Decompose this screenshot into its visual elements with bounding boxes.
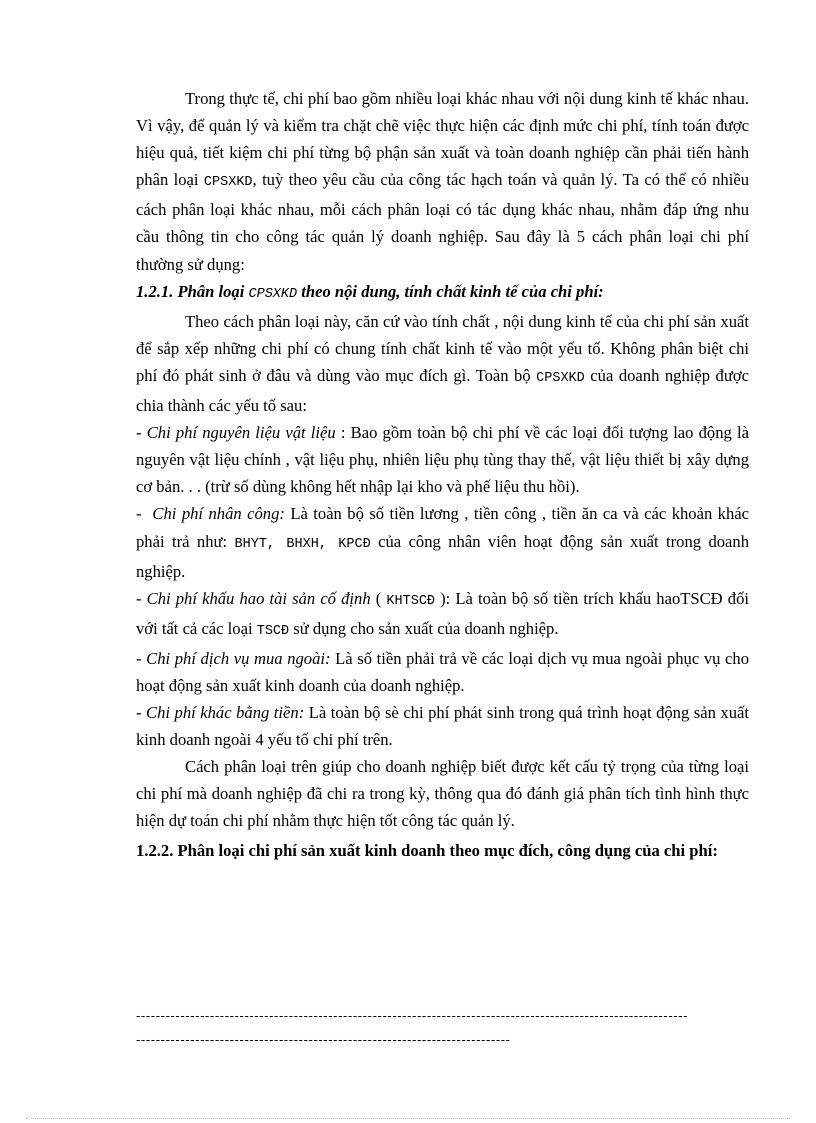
- item-label: Chi phí dịch vụ mua ngoài:: [146, 648, 331, 668]
- list-item-labor: - Chi phí nhân công: Là toàn bộ số tiền lương , tiền công , tiền ăn ca và các khoản khác phải trả như: BHYT, BHXH, KPCĐ của công nhân viên hoạt động sản xuất trong doanh nghiệp.: [136, 504, 750, 581]
- classification-paragraph: Theo cách phân loại này, căn cứ vào tính chất , nội dung kinh tế của chi phí sản xuất để sắp xếp những chi phí có chung tính chất kinh tế vào một yếu tố. Không phân biệt chi phí đó phát sinh ở đâu và dùng vào mục đích gì. Toàn bộ CPSXKD của doanh nghiệp được chia thành các yếu tố sau:: [136, 311, 749, 416]
- page-bottom-rule: [26, 1118, 790, 1119]
- section-heading-1-2-1: 1.2.1. Phân loại CPSXKD theo nội dung, tính chất kinh tế của chi phí:: [136, 281, 604, 302]
- separator-dashes-1: ----------------------------------------------------------------------------------------------------------------: [136, 1008, 689, 1023]
- list-item-other-cash-costs: - Chi phí khác bằng tiền: Là toàn bộ sè chi phí phát sinh trong quá trình hoạt động sản xuất kinh doanh ngoài 4 yếu tố chi phí trên.: [136, 703, 749, 750]
- intro-paragraph: Trong thực tế, chi phí bao gồm nhiều loại khác nhau với nội dung kinh tế khác nhau. Vì vậy, để quản lý và kiểm tra chặt chẽ việc thực hiện các định mức chi phí, tính toán được hiệu quả, tiết kiệm chi phí từng bộ phận sản xuất và toàn doanh nghiệp cần phải tiến hành phân loại CPSXKD, tuỳ theo yêu cầu của công tác hạch toán và quản lý. Ta có thể có nhiều cách phân loại khác nhau, mỗi cách phân loại có tác dụng khác nhau, nhằm đáp ứng nhu cầu thông tin cho công tác quản lý doanh nghiệp. Sau đây là 5 cách phân loại chi phí thường sử dụng:: [136, 89, 749, 274]
- item-label: Chi phí khấu hao tài sản cố định: [146, 588, 371, 608]
- item-label: Chi phí khác bằng tiền:: [146, 703, 305, 723]
- item-label: Chi phí nguyên liệu vật liệu: [146, 423, 336, 443]
- document-body: [136, 85, 749, 866]
- summary-paragraph: Cách phân loại trên giúp cho doanh nghiệp biết được kết cấu tỷ trọng của từng loại chi phí mà doanh nghiệp đã chi ra trong kỳ, thông qua đó đánh giá phân tích tình hình thực hiện dự toán chi phí nhằm thực hiện tốt công tác quản lý.: [136, 757, 749, 831]
- list-item-outsourced-services: - Chi phí dịch vụ mua ngoài: Là số tiền phải trả về các loại dịch vụ mua ngoài phục vụ cho hoạt động sản xuất kinh doanh của doanh nghiệp.: [136, 648, 749, 695]
- section-heading-1-2-2: 1.2.2. Phân loại chi phí sản xuất kinh doanh theo mục đích, công dụng của chi phí:: [136, 840, 718, 860]
- list-item-materials: - Chi phí nguyên liệu vật liệu : Bao gồm toàn bộ chi phí về các loại đối tượng lao động là nguyên vật liệu chính , vật liệu phụ, nhiên liệu phụ tùng thay thế, vật liệu thiết bị xây dựng cơ bản. . . (trừ số dùng không hết nhập lại kho và phế liệu thu hồi).: [136, 423, 749, 497]
- list-item-depreciation: - Chi phí khấu hao tài sản cố định ( KHTSCĐ ): Là toàn bộ số tiền trích khấu haoTSCĐ đối với tất cả các loại TSCĐ sử dụng cho sản xuất của doanh nghiệp.: [136, 588, 749, 639]
- item-label: Chi phí nhân công:: [152, 504, 285, 524]
- separator-dashes-2: ----------------------------------------------------------------------------: [136, 1032, 511, 1047]
